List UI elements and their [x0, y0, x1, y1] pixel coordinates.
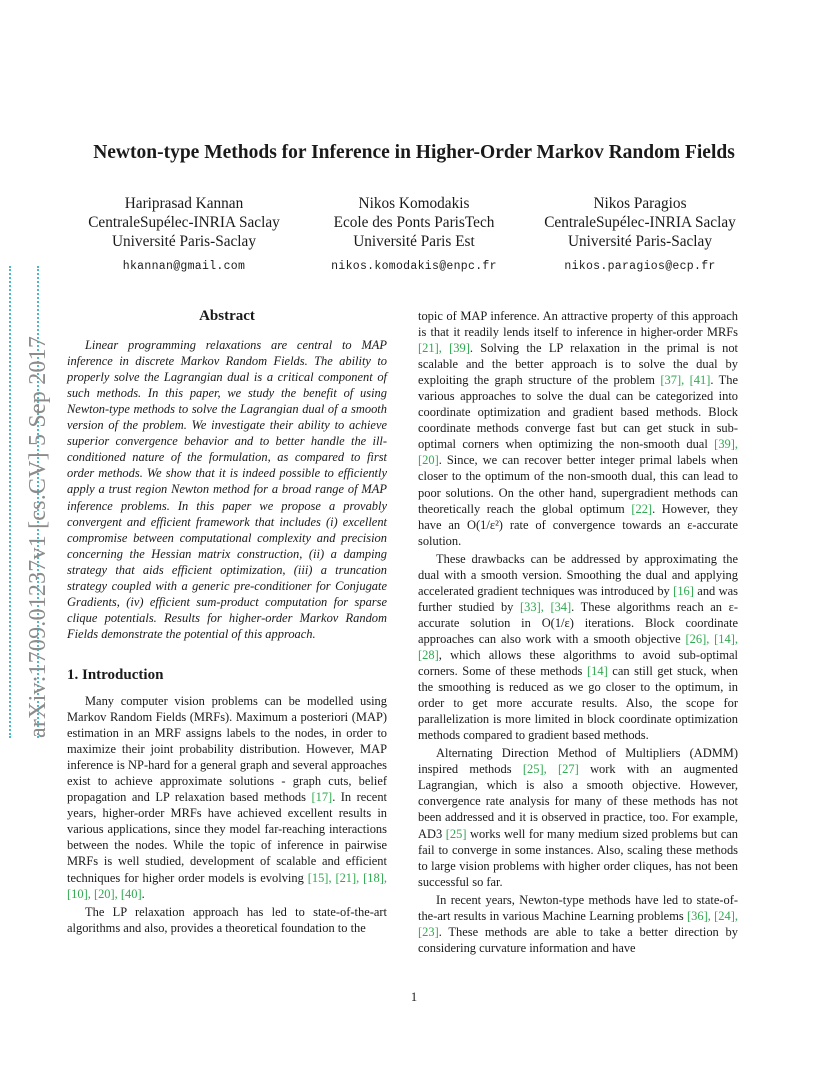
author-3: [520, 194, 760, 276]
citation-link[interactable]: [33], [34]: [520, 599, 572, 614]
citation-link[interactable]: [25], [27]: [522, 762, 579, 777]
text-run: work with an augmented Lagrangian, which is also a smooth objective. However, convergence rate analysis for many of these methods has not been addressed and it is observed in practice, too. For example, AD3: [418, 762, 739, 841]
author-affiliation: Ecole des Ponts ParisTech: [333, 214, 495, 231]
author-name: Nikos Paragios: [593, 195, 687, 212]
author-block: [60, 194, 760, 274]
right-paragraph-4: [418, 892, 738, 956]
right-paragraph-1: [418, 308, 738, 549]
text-run: . Since, we can recover better integer primal labels when closer to the optimum of the non-smooth dual, this can lead to poor solutions. On the other hand, supergradient methods can theoretically reach the global optimum: [418, 453, 738, 516]
citation-link[interactable]: [14]: [586, 664, 608, 679]
author-1: [60, 194, 308, 276]
citation-link[interactable]: [16]: [673, 583, 694, 598]
citation-link[interactable]: [17]: [311, 790, 333, 805]
text-run: and was further studied by: [418, 583, 738, 614]
text-run: can still get stuck, when the smoothing is reduced as we go closer to the optimum, in order to get more accurate results. Also, the scope for parallelization is more limited in block coordinate optimization methods compared to gradient based methods.: [418, 664, 739, 743]
author-name: Nikos Komodakis: [358, 195, 470, 212]
arxiv-identifier[interactable]: arXiv:1709.01237v1 [cs.CV] 5 Sep 2017: [25, 335, 51, 738]
author-2: [308, 194, 520, 276]
text-run: Many computer vision problems can be modelled using Markov Random Fields (MRFs). Maximum a posteriori (MAP) estimation in an MRF assigns labels to the nodes, in order to maximize their joint probability distribution. However, MAP inference is NP-hard for a general graph and several approaches exist to achieve approximate solutions - graph cuts, belief propagation and LP relaxation based methods: [67, 693, 387, 805]
text-run: , which allows these algorithms to avoid sub-optimal corners. Some of these methods: [418, 647, 738, 679]
page-number: 1: [410, 990, 418, 1004]
citation-link[interactable]: [21], [39]: [418, 341, 470, 356]
text-run: . Solving the LP relaxation in the primal is not scalable and the better approach is to solve the dual by exploiting the graph structure of the problem: [418, 341, 738, 388]
abstract-text: Linear programming relaxations are central to MAP inference in discrete Markov Random Fields. The ability to properly solve the Lagrangian dual is a critical component of such methods. In this paper, we study the benefit of using Newton-type methods to solve the Lagrangian dual of a smooth version of the problem. We investigate their ability to achieve superior convergence behavior and to better handle the ill-conditioned nature of the formulation, as compared to first order methods. We show that it is indeed possible to efficiently apply a trust region Newton method for a broad range of MAP inference problems. In this paper we propose a provably convergent and efficient framework that includes (i) excellent compromise between computational complexity and precision concerning the Hessian matrix construction, (ii) a damping strategy that aids efficient optimization, (iii) a truncation strategy coupled with a generic pre-conditioner for Conjugate Gradients, (iv) efficient sum-product computation for sparse clique potentials. Results for higher-order Markov Random Fields demonstrate the potential of this approach.: [67, 338, 387, 641]
text-run: . These methods are able to take a better direction by considering curvature information and have: [418, 924, 738, 955]
author-affiliation: Université Paris-Saclay: [567, 233, 712, 250]
right-paragraph-3: [418, 745, 738, 889]
author-email[interactable]: nikos.paragios@ecp.fr: [564, 260, 716, 273]
text-run: Alternating Direction Method of Multipliers (ADMM) inspired methods: [418, 746, 738, 777]
citation-link[interactable]: [39], [20]: [418, 437, 739, 468]
author-affiliation: CentraleSupélec-INRIA Saclay: [88, 214, 280, 231]
author-email[interactable]: nikos.komodakis@enpc.fr: [331, 260, 497, 273]
text-run: . However, they have an O(1/ε²) rate of convergence towards an ε-accurate solution.: [418, 501, 738, 548]
citation-link[interactable]: [25]: [445, 826, 467, 841]
citation-link[interactable]: [15], [21], [18], [10], [20], [40]: [67, 870, 387, 901]
intro-paragraph-2: The LP relaxation approach has led to state-of-the-art algorithms and also, provides a theoretical foundation to the: [67, 904, 387, 935]
right-paragraph-2: [418, 551, 738, 744]
arxiv-stamp: [9, 266, 51, 738]
text-run: . These algorithms reach an ε-accurate solution in O(1/ε) iterations. Block coordinate approaches can also work with a smooth objective: [418, 599, 738, 646]
text-run: These drawbacks can be addressed by approximating the dual with a smooth version. Smoothing the dual and applying accelerated gradient techniques was introduced by: [418, 551, 738, 598]
citation-link[interactable]: [22]: [631, 501, 653, 516]
text-run: works well for many medium sized problems but can fail to converge in some instances. Also, scaling these methods to large vision problems with higher order cliques, has not been successful so far.: [418, 826, 739, 889]
citation-link[interactable]: [26], [14], [28]: [418, 631, 738, 662]
text-run: topic of MAP inference. An attractive property of this approach is that it readily lends itself to inference in higher-order MRFs: [418, 309, 738, 340]
author-affiliation: Université Paris Est: [353, 233, 475, 250]
author-name: Hariprasad Kannan: [124, 195, 244, 212]
author-affiliation: CentraleSupélec-INRIA Saclay: [544, 214, 736, 231]
citation-link[interactable]: [36], [24], [23]: [418, 908, 738, 939]
citation-link[interactable]: [37], [41]: [660, 373, 711, 388]
author-email[interactable]: hkannan@gmail.com: [122, 260, 246, 273]
author-affiliation: Université Paris-Saclay: [111, 233, 256, 250]
left-column: [67, 308, 387, 938]
paper-title: Newton-type Methods for Inference in Higher-Order Markov Random Fields: [93, 142, 735, 163]
text-run: In recent years, Newton-type methods have led to state-of-the-art results in various Machine Learning problems: [418, 892, 738, 923]
abstract-heading: Abstract: [199, 308, 255, 324]
right-column: [418, 308, 738, 958]
section-heading-introduction: 1. Introduction: [67, 666, 164, 683]
text-run: . The various approaches to solve the dual can be categorized into coordinate optimization and gradient based methods. Block coordinate methods converge fast but can get stuck in sub-optimal corners when optimizing the non-smooth dual: [418, 373, 738, 452]
intro-paragraph-1: Many computer vision problems can be modelled using Markov Random Fields (MRFs). Maximum a posteriori (MAP) estimation in an MRF assigns labels to the nodes, in order to maximize their joint probability distribution. However, MAP inference is NP-hard for a general graph and several approaches exist to achieve approximate solutions - graph cuts, belief propagation and LP relaxation based methods [17]. In recent years, higher-order MRFs have achieved excellent results in various applications, since they model far-reaching interactions between the nodes. While the topic of inference in pairwise MRFs is well studied, development of scalable and efficient techniques for higher order models is evolving [15], [21], [18], [10], [20], [40].: [67, 693, 387, 901]
text-run: . In recent years, higher-order MRFs have achieved excellent results in various applications, since they model far-reaching interactions between the nodes. While the topic of inference in pairwise MRFs is well studied, development of scalable and efficient techniques for higher order models is evolving: [67, 790, 387, 885]
